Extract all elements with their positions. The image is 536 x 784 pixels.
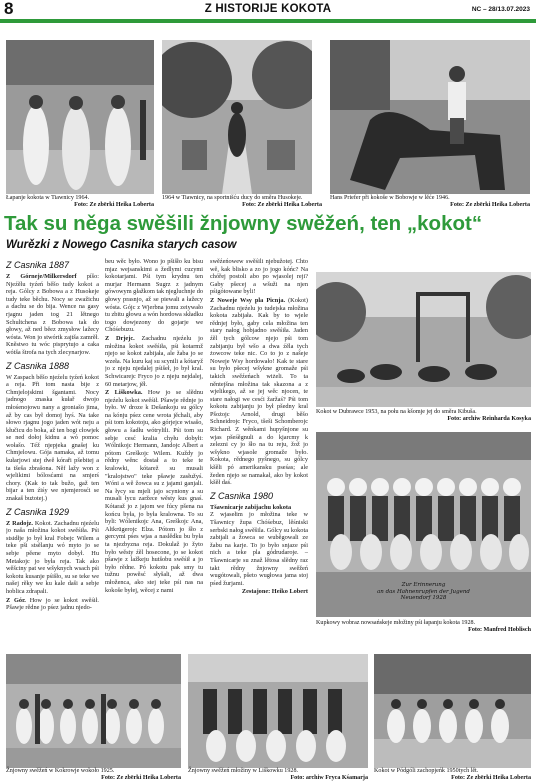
paragraph-lead: Z Gór. — [6, 596, 26, 604]
inscription-line: Neuendorf 1928 — [400, 595, 447, 601]
photo-hans-priefer — [330, 40, 530, 194]
caption-credit: Foto: Ze zbërki Heika Loberta — [74, 202, 154, 208]
paragraph-lead: Z Drjejc. — [105, 334, 135, 342]
caption-text: Łapanje kokota w Tiawnicy 1964. — [6, 195, 90, 201]
caption-hans-priefer — [330, 195, 530, 209]
photo-inscription — [366, 582, 481, 602]
paragraph-text: How jo se kokot swěśił. Pšawje rědne jo pśez jadnu njedo- — [6, 596, 99, 612]
caption-credit: Foto: archiw Reinharda Kosyka — [447, 416, 531, 422]
article-paragraph — [105, 389, 203, 594]
caption-liskowk — [188, 768, 368, 782]
article-paragraph — [6, 273, 99, 357]
inscription-line: Zur Erinnerung — [401, 582, 446, 588]
section-heading: Z Casnika 1887 — [6, 260, 70, 270]
article-column-1 — [6, 256, 99, 654]
photo-kokot-dubrawka-1953 — [316, 272, 531, 407]
caption-credit: Foto: Manfred Hoblisch — [468, 627, 531, 633]
photo-kokrow-1925 — [6, 654, 181, 768]
section-heading: Z Casnika 1980 — [210, 490, 274, 501]
article-signature: Zestajone: Heiko Lobert — [241, 588, 308, 596]
caption-kupkowy — [316, 620, 531, 634]
caption-text: 1964 w Tiawnicy, na sportnišću ducy do směra Husokeje. — [162, 195, 303, 201]
paragraph-lead: Tšawnicarje zabijachu kokota — [210, 503, 292, 511]
paragraph-text: Kokot. Zachadnu njeźelu jo naša młožina kokot swěśiła. Pśi stsidłje jo był kral Fobejc Wilem a teke pši stsělanju wó myto jo se sebje pěene myto dobył. Hu Metakojc jo była reja. Tak ako wěšciny pat we wšyknych wsach pśi kokotu kusanje pśišło, su se teke we našej rěky we ku kale daši a sebje hoblica zdrapali. — [6, 519, 99, 595]
headline: Tak su něga swěšili žnjowny swěžeń, ten „kokot“ — [4, 212, 483, 235]
paragraph-lead: Z Radojz. — [6, 519, 33, 527]
article-column-3 — [210, 258, 308, 654]
article-paragraph: swěźeńowew swěśili njebužotej. Chto wě, kak blisko a zo jo jogo kóńc? Na chóřej postoli abo po wjasolej reji? Gaby pšecej a wšuži na njen pśigótowane byli! — [210, 258, 308, 296]
article-paragraph: beu wěc było. Wono jo pšišło ku bisu mjaz wejsanskimi a žedlymi cuzymi kokotarjami. Pśi tym krydnu ten murjar Hermann Sugrz z jadnym gówowym głažkom tak njegluchnje do głowy prasnjo, až se piewali a łažecy wósta. Gójc z Wjerbna jomu zeiywało tu zbitu głowu a wón hordowa składku togo dowjezony do gojarje we Chóśebuzu. — [105, 258, 203, 334]
paragraph-lead: Z Górneje/Milkersdorf — [6, 273, 77, 280]
caption-dubrawka — [316, 409, 531, 423]
article-paragraph: W Zaspach běšo njeźelu tyźeń kokot a reja. Při tom nasta bije z Chmjelojskimi šgantami. Nocy jadnogo znaska kułař dwojo młośenojowu nany a groniašo jima, až by cas był domoj hyś. Na take słowo rjagnu jogo jaden wót neju a kłučicu do boka, až ten bogi cłowjek se ned dołoj kidnu a wó pomoc wołašo. Též njepjeka gnašej ku Chmjelowu. Gója namaka, až tomu kułarjowi stej dwě kóraři pšebitej a ta tšeša zbrašona. Něf lažy won z wjelikimi bólosćami na smjerś chory. (Kak to tak bužo, gaž ten bijar a ten źiśy we njemjerosći se znakaš bużotej.) — [6, 373, 99, 503]
caption-credit: Foto: Ze zbërki Heika Loberta — [450, 202, 530, 208]
photo-lapanje-kokota-1964 — [6, 40, 154, 194]
article-paragraph — [6, 597, 99, 612]
paragraph-text: How jo se slědnu njeźelu kokot swěśił. Pšawje rědnje jo było. W droze k Dešankoju su gólcy na kónju pśez cene wrota jěchali, aby pśi tom kokotoju, ako górjejce wisašo, głowu a šadłu wótrylili. Pśi tom su sebje cesć kralia chyłu dobyłi: Wólnikojc Hermann, Jandojc Albert a pótom Greškojc Wilem. Kuždy jo rědny wěnc dostał a to teke te kralowki, kótarež su musali "kralojstwo" teke pšawje zasłužyś. Wóni a wě žowca su z jajami ganjali. Na łycy su mjeli jajo scyniony a su musali łycu zaržece wěsty kus gnaś. Kótaraž jo z jajom we fúcy pšena na końcu była, jo była kralowna. To su byli: Wólenikojc Ana, Greškojc Ana, Altkrügerojc Elza. Pótom jo šło z gercymi pśes wjas a naslědku bu była ta njezbyzna reja. Dokulaž jo žyto było wěsty źěl hosecone, jo se kokot pšawje z lažkeju hutšobu swěśił a jo było rědne. Pó kokotu pak smy tu tužnu powěsć słyšali, až dwa młoženca, ako stej teke pśi nas na kokoše byłej, wěcej z nami — [105, 389, 203, 594]
caption-credit: Foto: Ze zbërki Heika Loberta — [451, 775, 531, 781]
section-heading: Z Casnika 1929 — [6, 506, 70, 517]
photo-tiawnica-sportnisco — [162, 40, 312, 194]
section-heading: Z Casnika 1888 — [6, 360, 70, 371]
caption-credit: Foto: archiw Fryca Kśamarja — [290, 775, 368, 781]
caption-text: Kokot w Dubrawce 1953, na połu na kšomje jej do směra Kibuša. — [316, 409, 477, 415]
article-paragraph — [210, 504, 308, 588]
paragraph-text: Z wjasełim jo młožina teke w Tšawnicy župa Chóśebuz, lěśniski serbski nałog swěšila. Gólcy su kokota zabijali a žowca se wuběgowali ze žabu na karje. To jo było snjaze pśi nich a teke pla gódrudaroje. – Tšawnicarje su znaž lětosa slědny raz takt rědny žnjowny swěžeń wugótowali, pšeto wugłowa jama stoj pśed žurjami. — [210, 511, 308, 587]
header-rule — [0, 19, 536, 23]
caption-text: Kupkowy wobraz nowsańskeje młožiny pśi łapanju kokota 1928. — [316, 620, 476, 626]
caption-credit: Foto: Ze zbërki Heika Loberta — [242, 202, 322, 208]
photo-kupkowy-wobraz-1928 — [316, 432, 531, 617]
article-column-2 — [105, 258, 203, 654]
paragraph-text: Zachadnu njeźelu jo młožina kokot swěśiła, pśi kotarmž njejo se kokot zabijała, ale žaba jo se wzeła. Na kuru kaj su scynili a kótaryž jo z njeju njedalej pśišeł, jo był kral. Schwicarejc Fryco jo z njeju nejdalej, 60 metarjow, jěł. — [105, 334, 203, 388]
inscription-line: an das Hahnenrupfen der Jugend — [377, 588, 470, 595]
caption-tiawnica — [162, 195, 322, 209]
photo-podgola-1950 — [374, 654, 531, 768]
caption-kokrow — [6, 768, 181, 782]
caption-text: Kokot w Pódgóli zachopjeńk 1950tych lět. — [374, 768, 479, 774]
article-paragraph — [6, 520, 99, 596]
caption-text: Žnjowny swěžeń w Kokrowje wokoło 1925. — [6, 768, 115, 774]
caption-text: Žnjowny swěžeń młožiny w Liškowku 1928. — [188, 768, 299, 774]
paragraph-lead: Z Noweje Wsy pla Picnja. — [210, 296, 286, 304]
photo-liskowk-1928 — [188, 654, 368, 768]
caption-credit: Foto: Ze zbërki Heika Loberta — [101, 775, 181, 781]
article-paragraph — [210, 297, 308, 487]
page-number: 8 — [4, 0, 14, 18]
caption-text: Hans Priefer při kokoše w Bobowje w lěće 1946. — [330, 195, 450, 201]
caption-lapanje — [6, 195, 154, 209]
paragraph-text: píšo: Njeźělu tyźeń běšo tudy kokot a reja. Gólcy z Bobowa a z Husokeje tudy teke běchu. Nocy se zwažichu a dachu se do bija. Wence na gasy rjagnu jaden tog 21 lětnego Schultchena z Bobowa tak do głowy, až ned běez zmysłow lažecy wósta. Won jo stwórtk zajtša zamrěł. Kněstwo tu wóc pisprytujo a caka wótša štrofa na tych zlecynarjow. — [6, 273, 99, 356]
caption-podgola — [374, 768, 531, 782]
article-paragraph — [105, 335, 203, 388]
section-title: Z HISTORIJE KOKOTA — [204, 3, 332, 15]
paragraph-text: (Kokot) Zachadnu njeźelu jo tudejska młožina kokota zabijała. Kak by to wjele rědnjej było, gaby cela młožina ten stary nałog hobjadno swěśiła. Jaden źěl tych gólcow njejo pśi tom zabijanju był wšo a dwa źěla tych żowcow teke nic. Co to jo z našeje Noweje Wsy hordowało! Kak te stare su było pšecej wšykne gromaže pśi takich swěźeńach wiżeli. To ta něntejšna młožina tak skazona a z wjelikego, až se jej wěc njocen, te stare nałogi we cesći žaržaś? Pśi tom kokotu zabijanju jo był pšedny kral Pšożojc Arnold, drugi běšo Schneidrojc Fryco, tšeši Schomberojc Richard. Z wěnkami hupyšnjone su wjas pšeśěgnuli a do kjarcmy k zelezni cy jo šło na tu reju, žož jo wšykno wjasole gromaže było. Kokota, rědnego pyšnego, su gólcy kšěli pó amerikansku pseśas; ale žeden njejo se namakał, ako by kokot kšěł daś. — [210, 296, 308, 487]
issue-label: NC – 28/13.07.2023 — [471, 6, 530, 13]
subheadline: Wurězki z Nowego Casnika starych casow — [6, 239, 237, 251]
paragraph-lead: Z Liškowka. — [105, 389, 143, 397]
